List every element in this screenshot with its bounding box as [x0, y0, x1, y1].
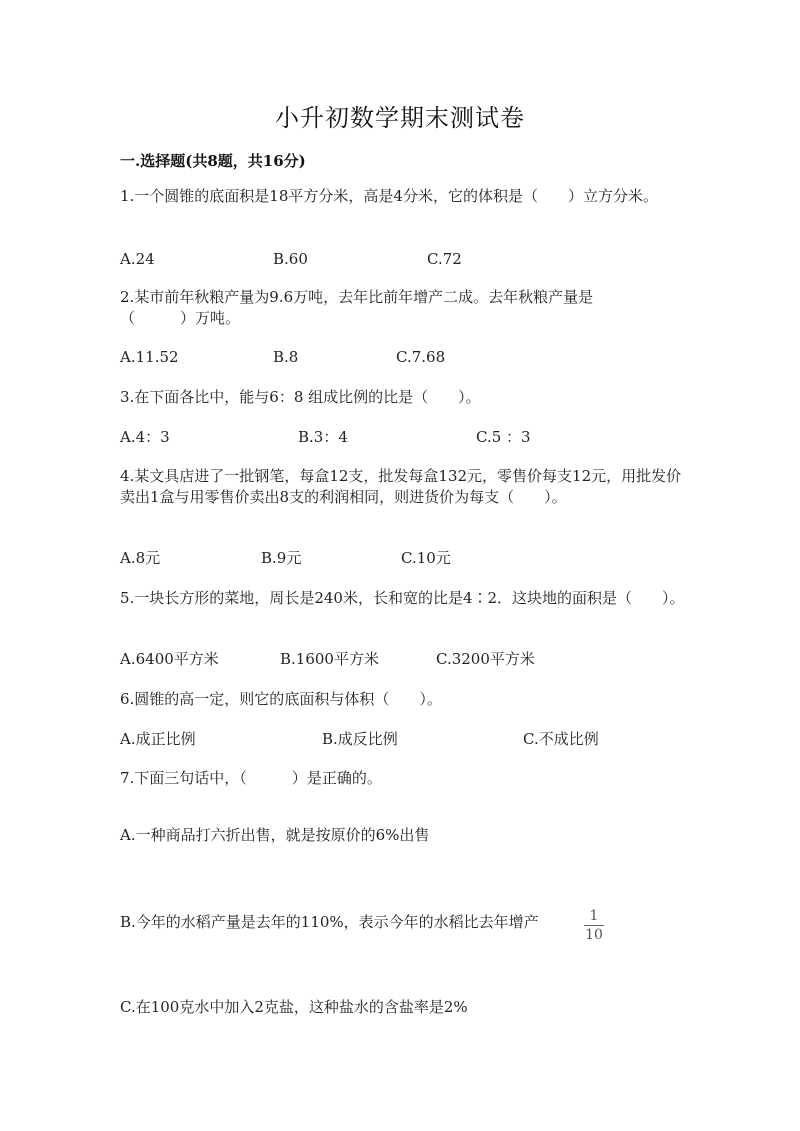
q3-option-a: A.4：3 [120, 428, 170, 446]
page-title: 小升初数学期末测试卷 [275, 104, 525, 132]
q1-option-b: B.60 [273, 250, 308, 268]
q6-option-b: B.成反比例 [322, 730, 398, 748]
section-heading: 一.选择题(共8题，共16分) [120, 152, 306, 170]
q5-option-b: B.1600平方米 [280, 650, 379, 668]
q6-option-a: A.成正比例 [120, 730, 196, 748]
q1-option-a: A.24 [120, 250, 155, 268]
question-5: 5.一块长方形的菜地，周长是240米，长和宽的比是4∶2．这块地的面积是（ ）。 [120, 589, 685, 607]
q3-option-c: C.5 ：3 [476, 428, 531, 446]
q5-option-c: C.3200平方米 [436, 650, 535, 668]
q6-option-c: C.不成比例 [523, 730, 599, 748]
q2-option-b: B.8 [273, 348, 299, 366]
question-7: 7.下面三句话中，（ ）是正确的。 [120, 769, 382, 787]
question-3: 3.在下面各比中，能与6：8 组成比例的比是（ ）。 [120, 388, 481, 406]
q7-option-a: A.一种商品打六折出售，就是按原价的6%出售 [120, 826, 430, 844]
question-2: 2.某市前年秋粮产量为9.6万吨，去年比前年增产二成。去年秋粮产量是（ ）万吨。 [120, 288, 594, 327]
q7-option-b: B.今年的水稻产量是去年的110%，表示今年的水稻比去年增产 [120, 913, 539, 931]
fraction-bar [584, 925, 604, 926]
q4-option-b: B.9元 [261, 549, 302, 567]
q2-option-a: A.11.52 [120, 348, 179, 366]
question-6: 6.圆锥的高一定，则它的底面积与体积（ ）。 [120, 690, 442, 708]
q3-option-b: B.3：4 [298, 428, 348, 446]
question-1: 1.一个圆锥的底面积是18平方分米，高是4分米，它的体积是（ ）立方分米。 [120, 187, 658, 205]
fraction-one-tenth [582, 908, 606, 943]
q2-option-c: C.7.68 [396, 348, 446, 366]
q4-option-a: A.8元 [120, 549, 161, 567]
q4-option-c: C.10元 [401, 549, 451, 567]
question-4: 4.某文具店进了一批钢笔，每盒12支，批发每盒132元，零售价每支12元，用批发价卖出1盒与用零售价卖出8支的利润相同，则进货价为每支（ ）。 [120, 467, 682, 506]
q1-option-c: C.72 [427, 250, 462, 268]
fraction-denominator: 10 [585, 927, 603, 943]
q5-option-a: A.6400平方米 [120, 650, 219, 668]
q7-option-c: C.在100克水中加入2克盐，这种盐水的含盐率是2% [120, 998, 468, 1016]
fraction-numerator: 1 [589, 908, 599, 924]
